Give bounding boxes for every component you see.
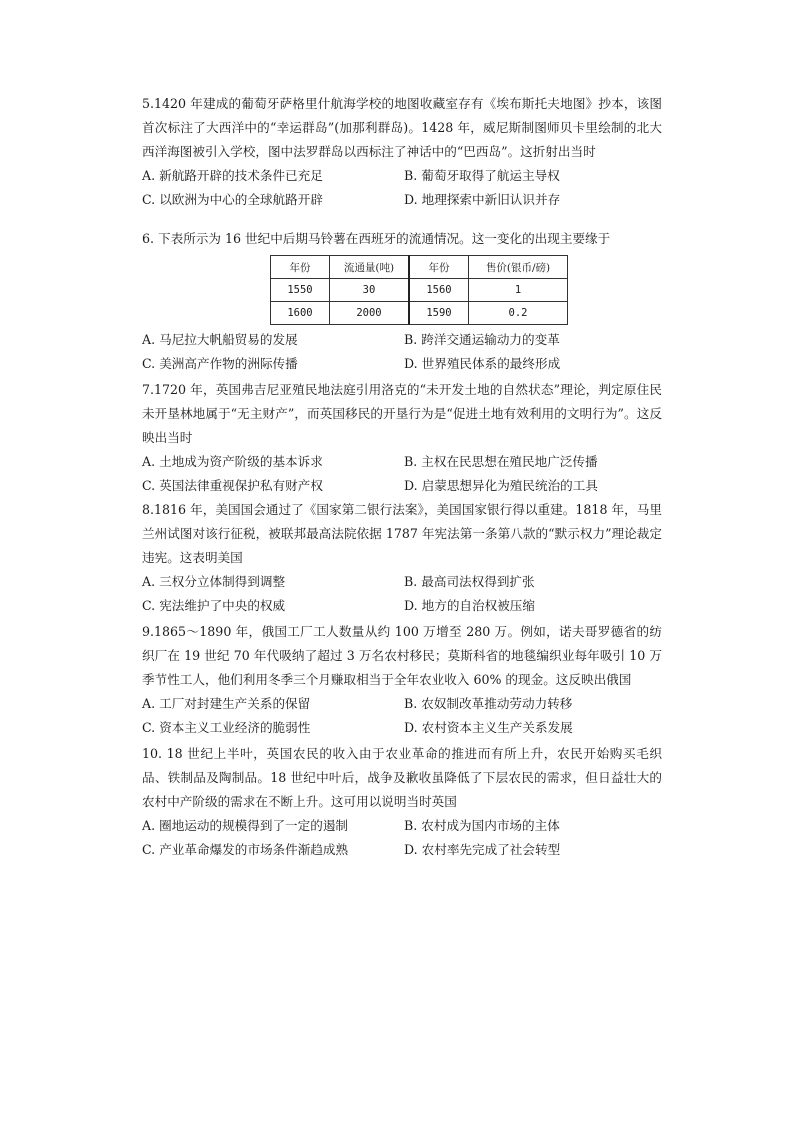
option-b: B. 葡萄牙取得了航运主导权: [404, 168, 560, 183]
option-c: C. 产业革命爆发的市场条件渐趋成熟: [142, 842, 349, 857]
table-header: 年份: [271, 256, 330, 279]
table-header-row: [271, 256, 568, 279]
question-7: [142, 378, 662, 498]
option-d: D. 农村率先完成了社会转型: [404, 842, 561, 857]
option-c: C. 英国法律重视保护私有财产权: [142, 478, 323, 493]
table-cell: 1560: [409, 279, 469, 302]
option-d: D. 启蒙思想异化为殖民统治的工具: [404, 478, 598, 493]
option-d: D. 农村资本主义生产关系发展: [404, 720, 573, 735]
question-stem: 9.1865～1890 年，俄国工厂工人数量从约 100 万增至 280 万。例如，诺夫哥罗德省的纺织厂在 19 世纪 70 年代吸纳了超过 3 万名农村移民；莫斯科省的地毯编织业每年吸引 10 万季节性工人，他们利用冬季三个月赚取相当于全年农业收入 60% 的现金。这反映出俄国: [142, 624, 662, 687]
option-a: A. 土地成为资产阶级的基本诉求: [142, 454, 323, 469]
question-stem: 7.1720 年，英国弗吉尼亚殖民地法庭引用洛克的“未开发土地的自然状态”理论，判定原住民未开垦林地属于“无主财产”，而英国移民的开垦行为是“促进土地有效利用的文明行为”。这反映出当时: [142, 382, 662, 445]
table-cell: 0.2: [469, 302, 568, 325]
option-d: D. 地方的自治权被压缩: [404, 598, 535, 613]
option-c: C. 以欧洲为中心的全球航路开辟: [142, 192, 323, 207]
options: [142, 328, 662, 376]
options: [142, 450, 662, 498]
option-d: D. 世界殖民体系的最终形成: [404, 356, 561, 371]
table-cell: 30: [330, 279, 410, 302]
option-a: A. 新航路开辟的技术条件已充足: [142, 168, 323, 183]
question-6: [142, 227, 662, 251]
question-stem: 5.1420 年建成的葡萄牙萨格里什航海学校的地图收藏室存有《埃布斯托夫地图》抄本，该图首次标注了大西洋中的“幸运群岛”(加那利群岛)。1428 年，威尼斯制图师贝卡里绘制的北大西洋海图被引入学校，图中法罗群岛以西标注了神话中的“巴西岛”。这折射出当时: [142, 96, 662, 159]
options: [142, 814, 662, 862]
table-row: [271, 279, 568, 302]
table-cell: 1550: [271, 279, 330, 302]
option-b: B. 最高司法权得到扩张: [404, 574, 535, 589]
table-cell: 1590: [409, 302, 469, 325]
table-cell: 1600: [271, 302, 330, 325]
table-header: 售价(银币/磅): [469, 256, 568, 279]
table-header: 流通量(吨): [330, 256, 410, 279]
option-d: D. 地理探索中新旧认识并存: [404, 192, 561, 207]
option-b: B. 农奴制改革推动劳动力转移: [404, 696, 573, 711]
question-10: [142, 742, 662, 862]
options: [142, 692, 662, 740]
question-stem: 8.1816 年，美国国会通过了《国家第二银行法案》，美国国家银行得以重建。1818 年，马里兰州试图对该行征税，被联邦最高法院依据 1787 年宪法第一条第八款的“默示权力”理论裁定违宪。这表明美国: [142, 502, 662, 565]
option-c: C. 宪法维护了中央的权威: [142, 598, 286, 613]
table-row: [271, 302, 568, 325]
option-b: B. 农村成为国内市场的主体: [404, 818, 560, 833]
options: [142, 570, 662, 618]
option-a: A. 三权分立体制得到调整: [142, 574, 286, 589]
question-5: [142, 92, 662, 212]
option-a: A. 圈地运动的规模得到了一定的遏制: [142, 818, 349, 833]
option-b: B. 跨洋交通运输动力的变革: [404, 332, 560, 347]
question-6-options: [142, 328, 662, 376]
table-cell: 1: [469, 279, 568, 302]
table-header: 年份: [409, 256, 469, 279]
question-8: [142, 498, 662, 618]
options: [142, 164, 662, 212]
question-stem: 10. 18 世纪上半叶，英国农民的收入由于农业革命的推进而有所上升，农民开始购买毛织品、铁制品及陶制品。18 世纪中叶后，战争及歉收虽降低了下层农民的需求，但日益壮大的农村中产阶级的需求在不断上升。这可用以说明当时英国: [142, 746, 662, 809]
table-cell: 2000: [330, 302, 410, 325]
option-c: C. 美洲高产作物的洲际传播: [142, 356, 298, 371]
potato-circulation-table: [270, 255, 568, 325]
option-c: C. 资本主义工业经济的脆弱性: [142, 720, 311, 735]
question-9: [142, 620, 662, 740]
question-stem: 6. 下表所示为 16 世纪中后期马铃薯在西班牙的流通情况。这一变化的出现主要缘于: [142, 231, 611, 246]
option-b: B. 主权在民思想在殖民地广泛传播: [404, 454, 598, 469]
option-a: A. 工厂对封建生产关系的保留: [142, 696, 311, 711]
option-a: A. 马尼拉大帆船贸易的发展: [142, 332, 298, 347]
